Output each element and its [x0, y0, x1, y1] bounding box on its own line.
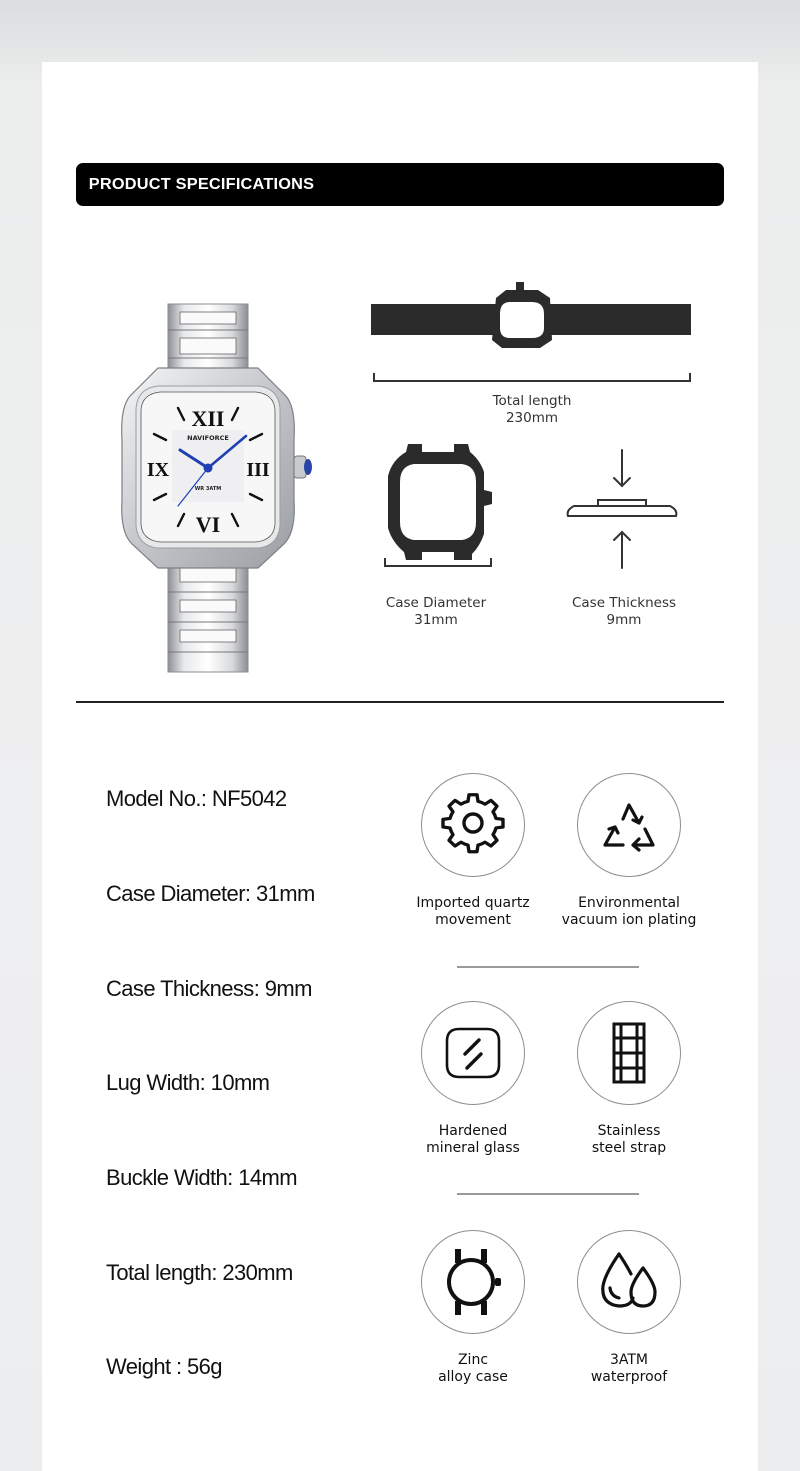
feature-ion-plating: Environmental vacuum ion plating	[549, 773, 709, 929]
section-header	[76, 163, 724, 206]
watch-case-icon	[441, 1247, 505, 1317]
svg-text:VI: VI	[195, 512, 221, 537]
recycle-icon	[597, 793, 661, 857]
water-drop-icon	[597, 1250, 661, 1314]
feature-mineral-glass: Hardened mineral glass	[393, 1001, 553, 1157]
spec-lug-width: Lug Width: 10mm	[106, 1070, 270, 1095]
glass-icon	[443, 1023, 503, 1083]
product-watch-image	[118, 300, 314, 674]
feature-separator	[457, 966, 639, 968]
spec-case-diameter: Case Diameter: 31mm	[106, 881, 315, 906]
feature-waterproof: 3ATM waterproof	[549, 1230, 709, 1386]
total-length-label: Total length 230mm	[492, 393, 572, 426]
case-diameter-diagram	[380, 442, 496, 570]
section-divider	[76, 701, 724, 703]
svg-text:III: III	[246, 459, 270, 481]
spec-total-length: Total length: 230mm	[106, 1260, 293, 1285]
case-diameter-label: Case Diameter 31mm	[385, 595, 487, 628]
case-thickness-label: Case Thickness 9mm	[571, 595, 677, 628]
feature-steel-strap: Stainless steel strap	[549, 1001, 709, 1157]
svg-text:IX: IX	[146, 459, 170, 481]
feature-quartz-movement: Imported quartz movement	[393, 773, 553, 929]
svg-text:XII: XII	[191, 406, 225, 431]
spec-weight: Weight : 56g	[106, 1354, 222, 1379]
brand-logo-text: NAVIFORCE	[187, 434, 229, 442]
spec-case-thickness: Case Thickness: 9mm	[106, 976, 312, 1001]
total-length-diagram	[368, 280, 694, 384]
strap-icon	[609, 1021, 649, 1085]
section-title: PRODUCT SPECIFICATIONS	[88, 175, 315, 193]
spec-buckle-width: Buckle Width: 14mm	[106, 1165, 297, 1190]
case-thickness-diagram	[562, 448, 682, 572]
feature-separator	[457, 1193, 639, 1195]
gear-icon	[441, 793, 505, 857]
spec-model-no: Model No.: NF5042	[106, 786, 287, 811]
svg-text:WR 3ATM: WR 3ATM	[194, 486, 222, 492]
feature-zinc-alloy-case: Zinc alloy case	[393, 1230, 553, 1386]
